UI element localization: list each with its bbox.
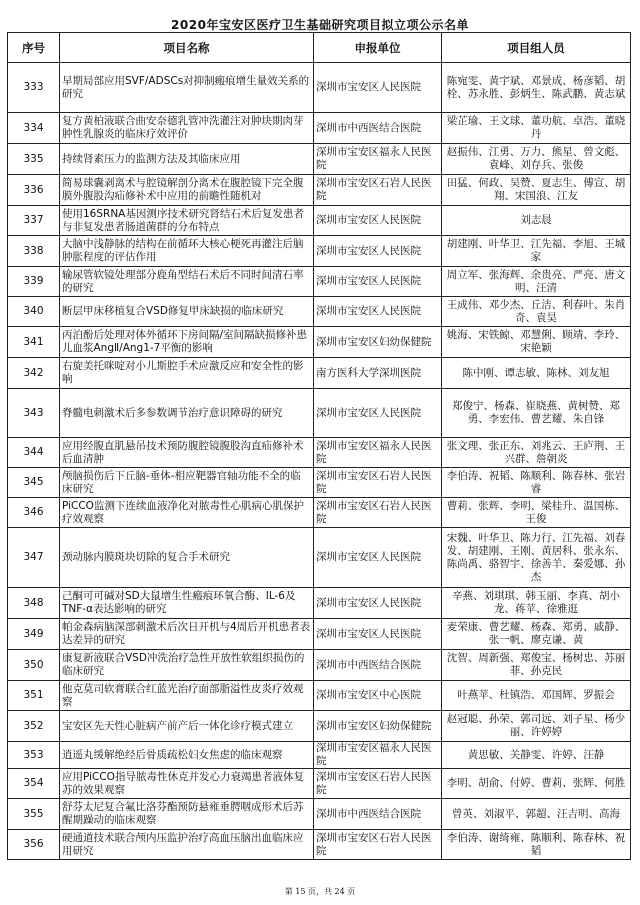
project-members: 辛燕、刘琪琪、韩玉丽、李真、胡小龙、蒋苹、徐雅逛 xyxy=(442,588,631,619)
row-number: 355 xyxy=(8,799,60,830)
project-name: 他克莫司软膏联合红蓝光治疗面部脂溢性皮炎疗效观察 xyxy=(60,681,314,711)
table-row xyxy=(8,742,631,769)
project-members: 李明、胡俞、付婷、曹莉、张辉、何胜 xyxy=(442,769,631,799)
applicant-unit: 深圳市宝安区人民医院 xyxy=(314,206,442,236)
applicant-unit: 深圳市宝安区人民医院 xyxy=(314,389,442,438)
applicant-unit: 深圳市宝安区人民医院 xyxy=(314,619,442,650)
project-members: 姚海、宋铁鲸、邓慧俐、顾靖、李玲、宋艳颖 xyxy=(442,327,631,358)
project-name: 颅脑损伤后下丘脑-垂体-相应靶器官轴功能不全的临床研究 xyxy=(60,468,314,498)
project-name: 大脑中浅静脉的结构在前循环大核心梗死再灌注后脑肿胀程度的评估作用 xyxy=(60,236,314,267)
row-number: 339 xyxy=(8,267,60,297)
table-row xyxy=(8,267,631,297)
table-row xyxy=(8,588,631,619)
row-number: 334 xyxy=(8,113,60,144)
project-members: 麦荣康、曹艺耀、杨森、郑勇、戚静、张一帆、廖克谦、黄 xyxy=(442,619,631,650)
row-number: 346 xyxy=(8,498,60,528)
project-name: 帕金森病脑深部刺激术后次日开机与4周后开机患者表达差异的研究 xyxy=(60,619,314,650)
applicant-unit: 深圳市宝安区石岩人民医院 xyxy=(314,468,442,498)
row-number: 352 xyxy=(8,711,60,742)
project-members: 陈中刚、谭志敏、陈林、刘友旭 xyxy=(442,358,631,389)
row-number: 341 xyxy=(8,327,60,358)
table-header-row xyxy=(8,33,631,63)
page-title: 2020年宝安区医疗卫生基础研究项目拟立项公示名单 xyxy=(171,18,469,32)
table-row xyxy=(8,711,631,742)
project-name: 宝安区先天性心脏病产前产后一体化诊疗模式建立 xyxy=(60,711,314,742)
row-number: 335 xyxy=(8,144,60,175)
header-members: 项目组人员 xyxy=(442,33,631,63)
row-number: 353 xyxy=(8,742,60,769)
applicant-unit: 深圳市宝安区人民医院 xyxy=(314,267,442,297)
applicant-unit: 深圳市宝安区福永人民医院 xyxy=(314,144,442,175)
project-members: 胡建刚、叶华卫、江先福、李旭、王城家 xyxy=(442,236,631,267)
row-number: 348 xyxy=(8,588,60,619)
applicant-unit: 深圳市宝安区人民医院 xyxy=(314,528,442,588)
table-row xyxy=(8,799,631,830)
table-row xyxy=(8,438,631,468)
project-members: 曾英、刘淑平、郭超、汪吉明、高海 xyxy=(442,799,631,830)
table-row xyxy=(8,297,631,327)
row-number: 337 xyxy=(8,206,60,236)
table-row xyxy=(8,358,631,389)
applicant-unit: 深圳市中西医结合医院 xyxy=(314,799,442,830)
applicant-unit: 深圳市宝安区中心医院 xyxy=(314,681,442,711)
project-name: 持续肾素压力的监测方法及其临床应用 xyxy=(60,144,314,175)
project-name: 右旋美托咪啶对小儿斯腔手术应激反应和安全性的影响 xyxy=(60,358,314,389)
applicant-unit: 深圳市宝安区福永人民医院 xyxy=(314,742,442,769)
applicant-unit: 深圳市宝安区人民医院 xyxy=(314,236,442,267)
table-row xyxy=(8,619,631,650)
applicant-unit: 深圳市中西医结合医院 xyxy=(314,113,442,144)
applicant-unit: 深圳市宝安区人民医院 xyxy=(314,297,442,327)
project-name: 逍遥丸缓解绝经后骨质疏松妇女焦虑的临床观察 xyxy=(60,742,314,769)
project-members: 赵冠聪、孙荣、郭司远、刘子星、杨少丽、许婷婷 xyxy=(442,711,631,742)
project-members: 梁芷瑜、王文球、董功航、卓浩、董晓丹 xyxy=(442,113,631,144)
row-number: 340 xyxy=(8,297,60,327)
project-members: 田猛、何政、吴赞、夏志生、傅宣、胡翔、宋国浪、江友 xyxy=(442,175,631,206)
table-row xyxy=(8,498,631,528)
project-name: 输尿管软镜处理部分鹿角型结石术后不同时间清石率的研究 xyxy=(60,267,314,297)
applicant-unit: 深圳市宝安区石岩人民医院 xyxy=(314,175,442,206)
row-number: 333 xyxy=(8,63,60,113)
project-name: PiCCO监测下连续血液净化对脓毒性心肌病心肌保护疗效观察 xyxy=(60,498,314,528)
row-number: 356 xyxy=(8,830,60,860)
project-name: 颈动脉内膜斑块切除的复合手术研究 xyxy=(60,528,314,588)
project-name: 丙泊酚后处理对体外循环下房间隔/室间隔缺损修补患儿血浆AngⅡ/Ang1-7平衡的影响 xyxy=(60,327,314,358)
project-members: 陈宛雯、黄宇斌、邓景成、杨彦韬、胡栓、苏永胜、彭炳生、陈武鹏、黄志斌 xyxy=(442,63,631,113)
project-name: 早期局部应用SVF/ADSCs对抑制瘢痕增生量效关系的研究 xyxy=(60,63,314,113)
project-name: 应用PiCCO指导脓毒性休克并发心力衰竭患者液体复苏的效果观察 xyxy=(60,769,314,799)
row-number: 336 xyxy=(8,175,60,206)
table-row xyxy=(8,650,631,681)
row-number: 351 xyxy=(8,681,60,711)
table-row xyxy=(8,681,631,711)
project-name: 断层甲床移植复合VSD修复甲床缺损的临床研究 xyxy=(60,297,314,327)
project-members: 曹莉、张辉、李明、梁桂升、温国栋、王俊 xyxy=(442,498,631,528)
project-members: 李伯涛、谢绮雍、陈顺利、陈春林、祝韬 xyxy=(442,830,631,860)
project-members: 李伯涛、祝韬、陈顺利、陈春林、张岩睿 xyxy=(442,468,631,498)
row-number: 345 xyxy=(8,468,60,498)
project-table xyxy=(7,32,631,860)
applicant-unit: 深圳市宝安区石岩人民医院 xyxy=(314,830,442,860)
table-row xyxy=(8,236,631,267)
project-members: 刘志晨 xyxy=(442,206,631,236)
row-number: 342 xyxy=(8,358,60,389)
project-members: 周立军、张海辉、余贵亮、严亮、唐文明、汪清 xyxy=(442,267,631,297)
project-members: 王成伟、邓少杰、丘洁、利春叶、朱肖奇、袁昊 xyxy=(442,297,631,327)
project-name: 简易球囊剥离术与腔镜解剖分离术在腹腔镜下完全腹膜外腹股沟疝修补术中应用的前瞻性随机对 xyxy=(60,175,314,206)
project-members: 郑俊宁、杨森、崔晓燕、黄树赞、郑勇、李宏伟、曹艺耀、朱自锋 xyxy=(442,389,631,438)
header-num: 序号 xyxy=(8,33,60,63)
applicant-unit: 深圳市宝安区人民医院 xyxy=(314,588,442,619)
project-name: 复方黄柏液联合曲安奈德乳管冲洗灌注对肿块期肉芽肿性乳腺炎的临床疗效评价 xyxy=(60,113,314,144)
applicant-unit: 深圳市宝安区人民医院 xyxy=(314,63,442,113)
table-row xyxy=(8,206,631,236)
table-row xyxy=(8,63,631,113)
project-members: 沈智、周新强、郑俊宝、杨树忠、苏丽菲、孙克民 xyxy=(442,650,631,681)
project-members: 黄思敏、关静雯、许婷、汪静 xyxy=(442,742,631,769)
project-members: 赵振伟、江勇、万力、熊星、曾文彪、袁峰、刘存兵、张俊 xyxy=(442,144,631,175)
table-row xyxy=(8,144,631,175)
applicant-unit: 南方医科大学深圳医院 xyxy=(314,358,442,389)
header-unit: 申报单位 xyxy=(314,33,442,63)
header-name: 项目名称 xyxy=(60,33,314,63)
table-row xyxy=(8,468,631,498)
applicant-unit: 深圳市中西医结合医院 xyxy=(314,650,442,681)
row-number: 344 xyxy=(8,438,60,468)
applicant-unit: 深圳市宝安区福永人民医院 xyxy=(314,438,442,468)
table-row xyxy=(8,830,631,860)
project-members: 宋魏、叶华卫、陈力行、江先福、刘春发、胡建刚、王刚、黄居科、张永东、陈尚禹、骆智宇、徐善羊、秦爱娜、孙杰 xyxy=(442,528,631,588)
project-members: 叶燕苹、杜镇浩、邓国辉、罗振会 xyxy=(442,681,631,711)
applicant-unit: 深圳市宝安区妇幼保健院 xyxy=(314,711,442,742)
row-number: 350 xyxy=(8,650,60,681)
project-name: 康复新液联合VSD冲洗治疗急性开放性软组织损伤的临床研究 xyxy=(60,650,314,681)
row-number: 347 xyxy=(8,528,60,588)
project-members: 张文理、张正东、刘兆云、王庐荆、王兴群、詹朝炎 xyxy=(442,438,631,468)
project-name: 己酮可可碱对SD大鼠增生性瘢痕环氧合酶、IL-6及TNF-α表达影响的研究 xyxy=(60,588,314,619)
applicant-unit: 深圳市宝安区石岩人民医院 xyxy=(314,769,442,799)
table-row xyxy=(8,769,631,799)
project-name: 硬通道技术联合颅内压监护治疗高血压脑出血临床应用研究 xyxy=(60,830,314,860)
page-footer: 第 15 页，共 24 页 xyxy=(284,887,356,896)
table-row xyxy=(8,113,631,144)
row-number: 343 xyxy=(8,389,60,438)
applicant-unit: 深圳市宝安区石岩人民医院 xyxy=(314,498,442,528)
row-number: 354 xyxy=(8,769,60,799)
applicant-unit: 深圳市宝安区妇幼保健院 xyxy=(314,327,442,358)
row-number: 338 xyxy=(8,236,60,267)
project-name: 舒芬太尼复合氟比洛芬酯预防悬雍垂腭咽成形术后苏醒期躁动的临床观察 xyxy=(60,799,314,830)
row-number: 349 xyxy=(8,619,60,650)
table-row xyxy=(8,389,631,438)
project-name: 脊髓电刺激术后多参数调节治疗意识障碍的研究 xyxy=(60,389,314,438)
table-row xyxy=(8,327,631,358)
project-name: 应用经腹直肌悬吊技术预防腹腔镜腹股沟直疝修补术后血清肿 xyxy=(60,438,314,468)
project-name: 使用16SRNA基因测序技术研究肾结石术后复发患者与非复发患者肠道菌群的分布特点 xyxy=(60,206,314,236)
table-row xyxy=(8,175,631,206)
table-row xyxy=(8,528,631,588)
